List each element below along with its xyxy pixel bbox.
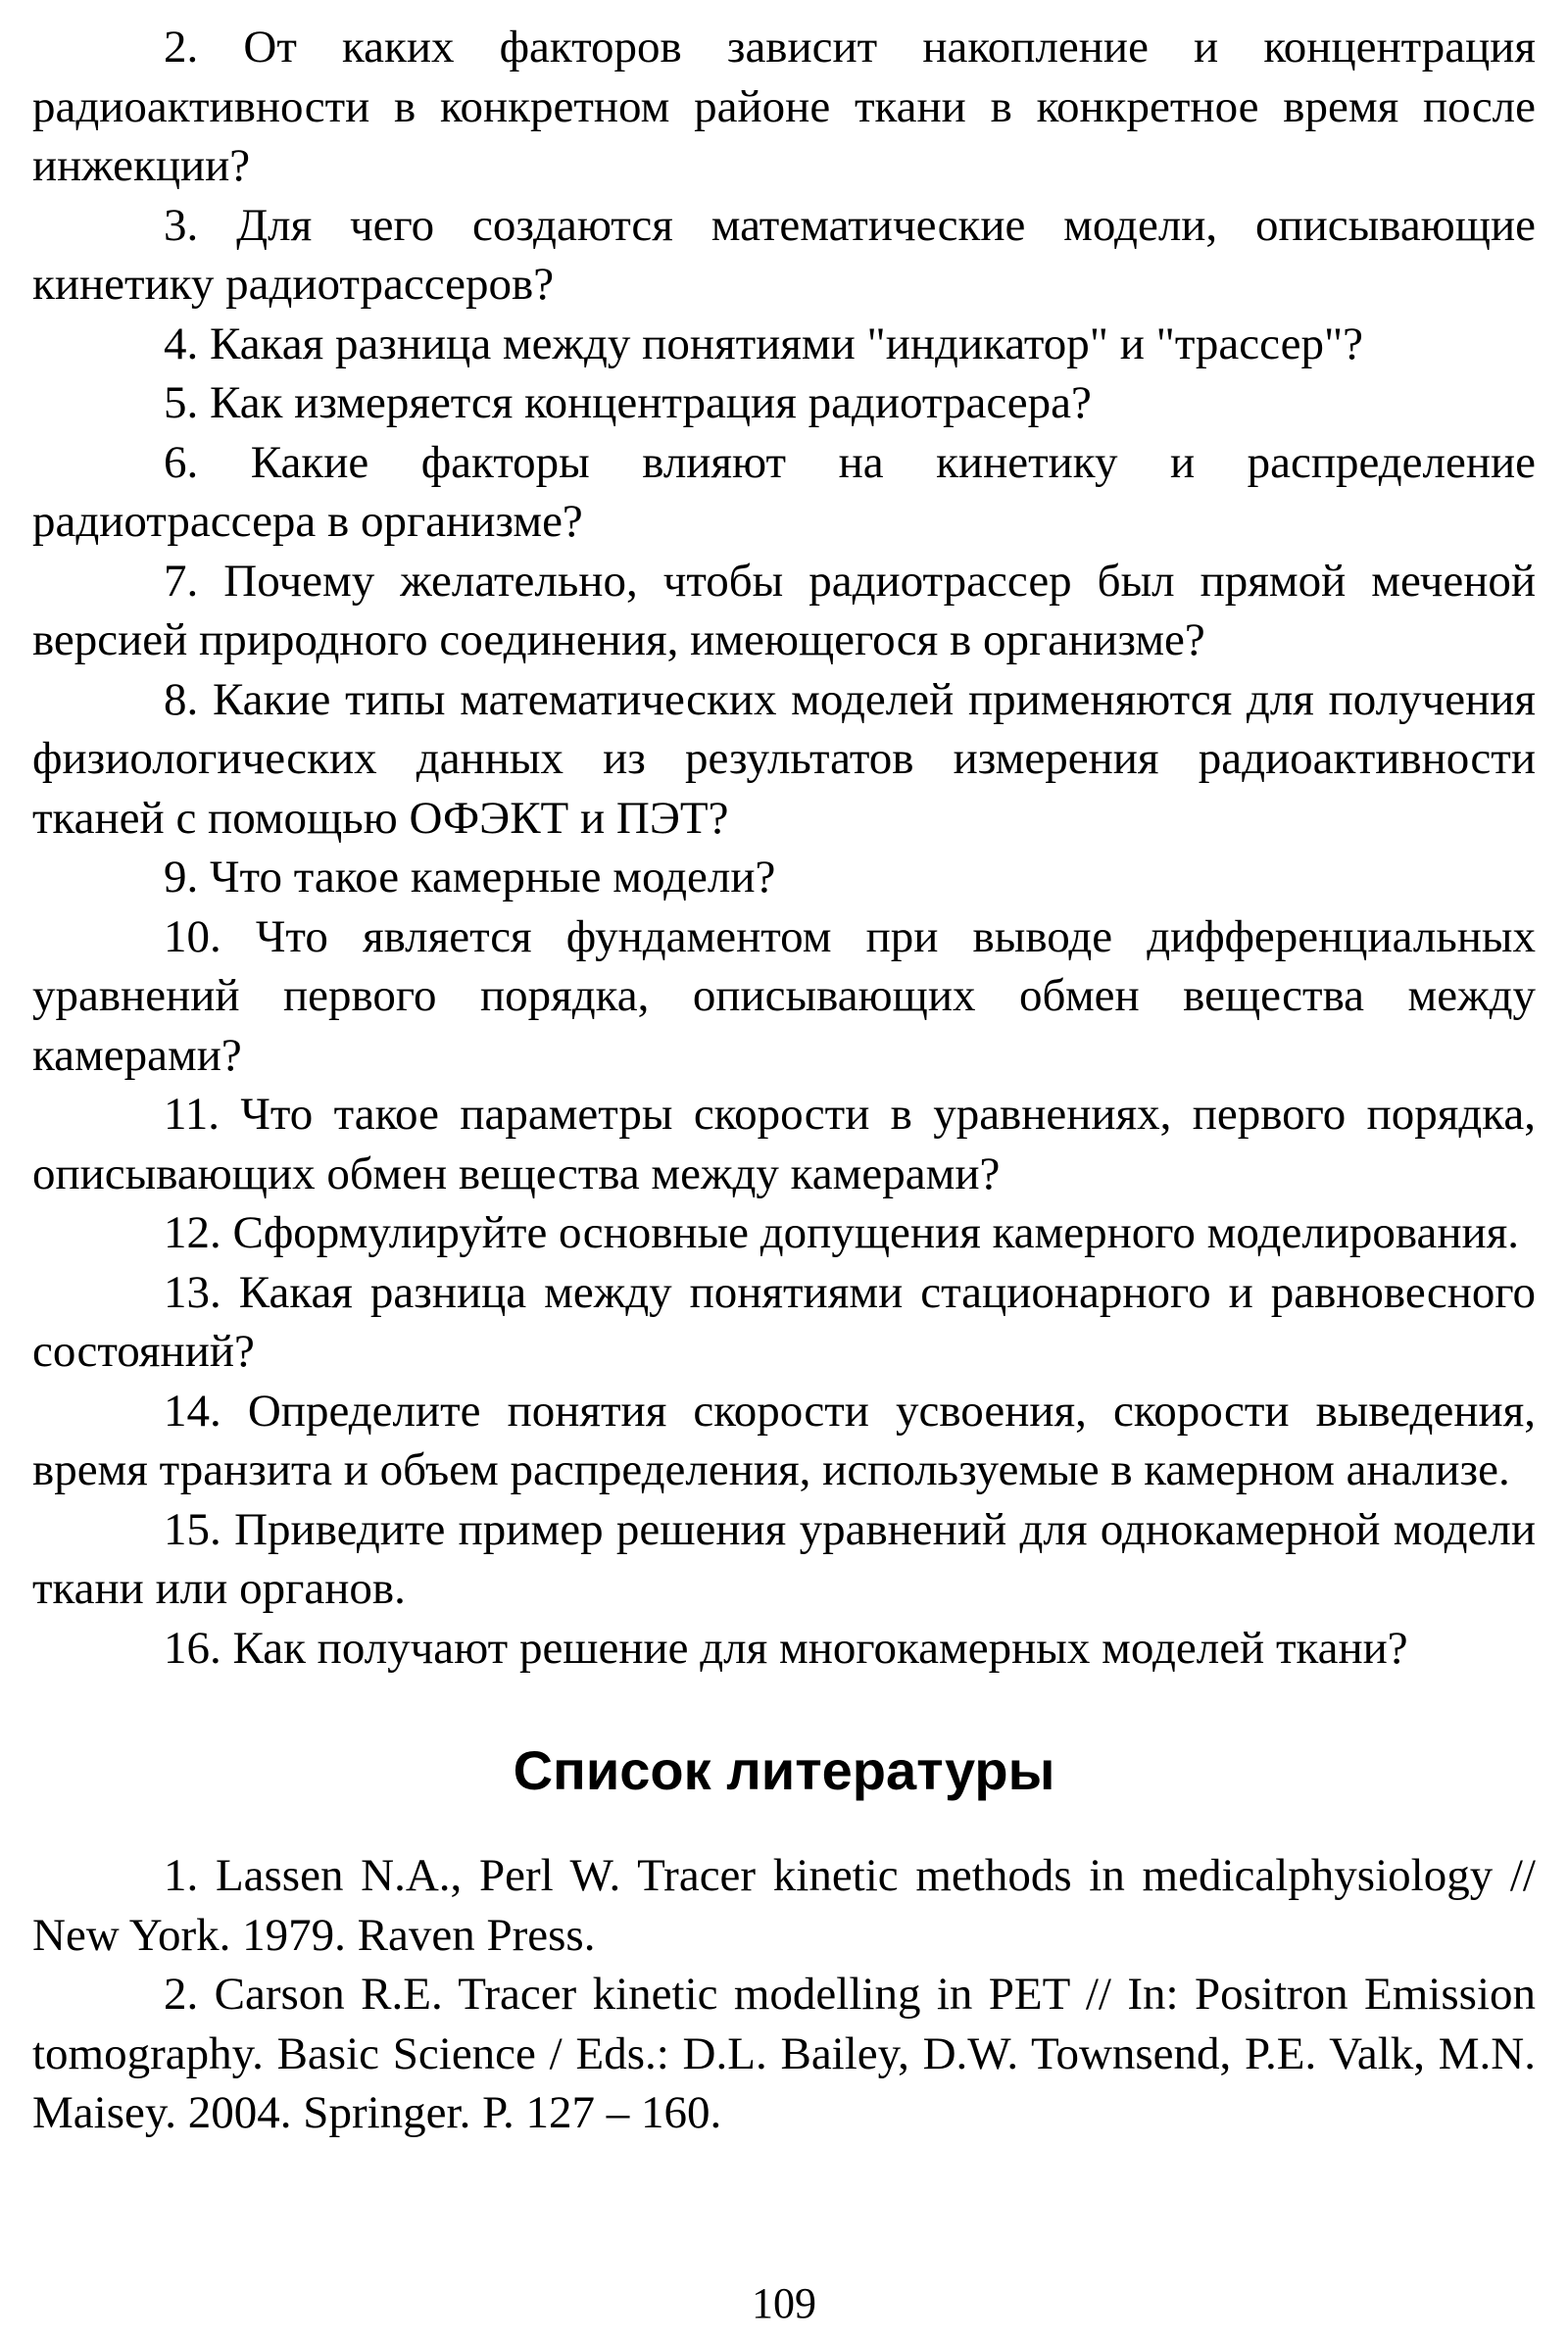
- question-item: [32, 670, 1536, 849]
- question-text: Как измеряется концентрация радиотрасера?: [210, 377, 1092, 428]
- question-item: [32, 1619, 1536, 1679]
- question-text: Что является фундаментом при выводе дифференциальных уравнений первого порядка, описывающих обмен вещества между камерами?: [32, 910, 1536, 1081]
- question-text: Определите понятия скорости усвоения, скорости выведения, время транзита и объем распределения, используемые в камерном анализе.: [32, 1385, 1536, 1495]
- question-list: [32, 18, 1536, 1678]
- question-text: Какие факторы влияют на кинетику и распределение радиотрассера в организме?: [32, 436, 1536, 547]
- question-text: Сформулируйте основные допущения камерного моделирования.: [232, 1207, 1520, 1258]
- page-number: 109: [752, 2279, 816, 2327]
- page-content: [32, 18, 1536, 2143]
- question-number: 7.: [164, 555, 199, 607]
- question-number: 6.: [164, 436, 199, 488]
- question-text: Какая разница между понятиями "индикатор" и "трассер"?: [210, 317, 1363, 369]
- question-item: [32, 18, 1536, 196]
- references-title: Список литературы: [513, 1739, 1055, 1801]
- question-number: 2.: [164, 22, 199, 73]
- question-text: Приведите пример решения уравнений для однокамерной модели ткани или органов.: [32, 1503, 1536, 1614]
- question-text: Что такое параметры скорости в уравнениях, первого порядка, описывающих обмен вещества между камерами?: [32, 1089, 1536, 1199]
- question-text: Для чего создаются математические модели, описывающие кинетику радиотрассеров?: [32, 199, 1536, 310]
- reference-item: [32, 1965, 1536, 2143]
- question-item: [32, 1263, 1536, 1382]
- question-number: 3.: [164, 199, 199, 251]
- question-number: 16.: [164, 1622, 221, 1674]
- question-item: [32, 373, 1536, 433]
- reference-number: 2.: [164, 1969, 199, 2020]
- question-number: 9.: [164, 852, 199, 903]
- reference-list: [32, 1846, 1536, 2143]
- question-number: 12.: [164, 1207, 221, 1258]
- question-item: [32, 1085, 1536, 1203]
- question-item: [32, 196, 1536, 315]
- question-item: [32, 433, 1536, 552]
- question-item: [32, 907, 1536, 1086]
- question-item: [32, 1203, 1536, 1263]
- question-text: От каких факторов зависит накопление и концентрация радиоактивности в конкретном районе ткани в конкретное время после инжекции?: [32, 22, 1537, 191]
- question-item: [32, 552, 1536, 670]
- question-text: Какие типы математических моделей применяются для получения физиологических данных из результатов измерения радиоактивности тканей с помощью ОФЭКТ и ПЭТ?: [32, 673, 1537, 844]
- question-text: Как получают решение для многокамерных моделей ткани?: [232, 1622, 1408, 1674]
- question-text: Какая разница между понятиями стационарного и равновесного состояний?: [32, 1266, 1537, 1377]
- question-item: [32, 315, 1536, 374]
- reference-number: 1.: [164, 1850, 199, 1901]
- question-number: 4.: [164, 317, 199, 369]
- question-number: 5.: [164, 377, 199, 428]
- reference-text: Lassen N.A., Perl W. Tracer kinetic methods in medicalphysiology // New York. 1979. Raven Press.: [32, 1850, 1536, 1961]
- question-item: [32, 848, 1536, 907]
- question-number: 10.: [164, 910, 221, 962]
- question-number: 13.: [164, 1266, 221, 1318]
- question-number: 15.: [164, 1503, 221, 1555]
- question-item: [32, 1500, 1536, 1619]
- question-text: Почему желательно, чтобы радиотрассер был прямой меченой версией природного соединения, имеющегося в организме?: [32, 555, 1536, 665]
- question-text: Что такое камерные модели?: [210, 852, 776, 903]
- question-item: [32, 1382, 1536, 1500]
- reference-text: Carson R.E. Tracer kinetic modelling in PET // In: Positron Emission tomography. Basic Science / Eds.: D.L. Bailey, D.W. Townsend, P.E. Valk, M.N. Maisey. 2004. Springer. P. 127 – 160.: [32, 1969, 1537, 2138]
- question-number: 11.: [164, 1089, 220, 1140]
- question-number: 8.: [164, 673, 199, 725]
- reference-item: [32, 1846, 1536, 1965]
- question-number: 14.: [164, 1385, 221, 1437]
